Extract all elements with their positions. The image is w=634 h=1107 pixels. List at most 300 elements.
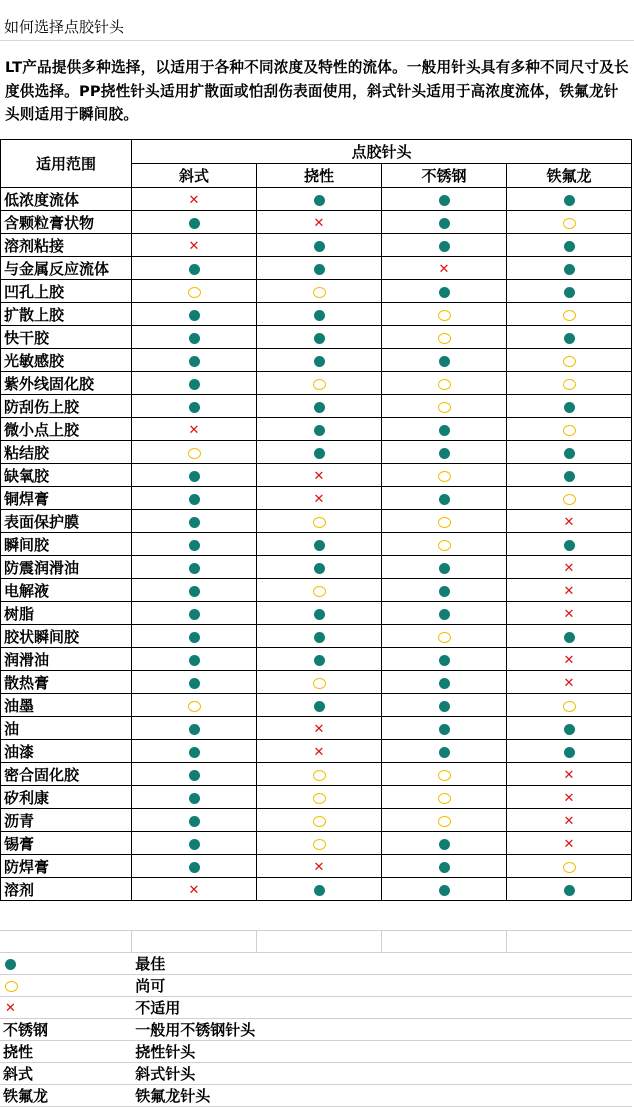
rating-cell — [257, 694, 382, 717]
rating-cell — [257, 280, 382, 303]
table-row — [1, 878, 632, 901]
cross-icon: ✕ — [563, 652, 575, 668]
rating-cell — [257, 188, 382, 211]
rating-cell — [507, 694, 632, 717]
table-row — [1, 188, 632, 211]
ring-icon — [438, 632, 451, 643]
filled-dot-icon — [564, 885, 575, 896]
cross-icon: ✕ — [438, 261, 450, 277]
row-label: 油漆 — [1, 740, 132, 763]
filled-dot-icon — [314, 425, 325, 436]
ring-icon — [313, 379, 326, 390]
legend-abbr-label: 斜式针头 — [131, 1063, 632, 1085]
spacer-row — [0, 931, 632, 953]
rating-cell — [382, 832, 507, 855]
table-row — [1, 280, 632, 303]
legend-row — [0, 975, 632, 997]
rating-cell — [507, 763, 632, 786]
ring-icon — [188, 287, 201, 298]
table-row — [1, 809, 632, 832]
rating-cell — [257, 372, 382, 395]
needle-selection-table — [0, 139, 632, 901]
legend-abbr-key: 斜式 — [0, 1063, 131, 1085]
filled-dot-icon — [439, 241, 450, 252]
rating-cell — [132, 694, 257, 717]
rating-cell — [507, 349, 632, 372]
cross-icon: ✕ — [563, 790, 575, 806]
filled-dot-icon — [314, 333, 325, 344]
rating-cell — [507, 740, 632, 763]
legend-symbol — [0, 997, 131, 1019]
filled-dot-icon — [439, 862, 450, 873]
cross-icon: ✕ — [188, 422, 200, 438]
rating-cell — [132, 234, 257, 257]
filled-dot-icon — [314, 701, 325, 712]
rating-cell — [507, 717, 632, 740]
legend-abbr-key: 铁氟龙 — [0, 1085, 131, 1107]
filled-dot-icon — [314, 402, 325, 413]
rating-cell — [132, 418, 257, 441]
rating-cell — [132, 740, 257, 763]
rating-cell — [507, 464, 632, 487]
rating-cell — [257, 510, 382, 533]
rating-cell — [507, 303, 632, 326]
rating-cell — [257, 211, 382, 234]
filled-dot-icon — [314, 310, 325, 321]
ring-icon — [438, 793, 451, 804]
filled-dot-icon — [189, 264, 200, 275]
cross-icon: ✕ — [188, 238, 200, 254]
row-label: 油墨 — [1, 694, 132, 717]
filled-dot-icon — [439, 563, 450, 574]
cross-icon: ✕ — [313, 744, 325, 760]
table-row — [1, 349, 632, 372]
range-header: 适用范围 — [1, 140, 132, 188]
filled-dot-icon — [564, 632, 575, 643]
filled-dot-icon — [314, 540, 325, 551]
filled-dot-icon — [564, 402, 575, 413]
ring-icon — [438, 402, 451, 413]
rating-cell — [132, 303, 257, 326]
row-label: 扩散上胶 — [1, 303, 132, 326]
description-text-2: 挠性针头适用扩散面或怕刮伤表面使用，斜式针头适用于高浓度流体，铁氟龙针头则适用于瞬间胶。 — [5, 82, 619, 123]
rating-cell — [382, 211, 507, 234]
row-label: 缺氧胶 — [1, 464, 132, 487]
filled-dot-icon — [439, 356, 450, 367]
ring-icon — [438, 816, 451, 827]
filled-dot-icon — [314, 885, 325, 896]
table-row — [1, 602, 632, 625]
ring-icon — [563, 356, 576, 367]
rating-cell — [132, 280, 257, 303]
filled-dot-icon — [439, 678, 450, 689]
rating-cell — [382, 234, 507, 257]
cross-icon: ✕ — [313, 859, 325, 875]
table-row — [1, 740, 632, 763]
legend-abbr-label: 一般用不锈钢针头 — [131, 1019, 632, 1041]
rating-cell — [132, 809, 257, 832]
rating-cell — [132, 671, 257, 694]
cross-icon: ✕ — [188, 882, 200, 898]
filled-dot-icon — [189, 862, 200, 873]
rating-cell — [132, 625, 257, 648]
rating-cell — [132, 441, 257, 464]
legend-symbol — [0, 953, 131, 975]
row-label: 散热膏 — [1, 671, 132, 694]
filled-dot-icon — [439, 494, 450, 505]
filled-dot-icon — [314, 563, 325, 574]
filled-dot-icon — [439, 655, 450, 666]
rating-cell — [507, 855, 632, 878]
legend-abbr-key: 挠性 — [0, 1041, 131, 1063]
rating-cell — [382, 510, 507, 533]
row-label: 光敏感胶 — [1, 349, 132, 372]
cross-icon: ✕ — [313, 215, 325, 231]
rating-cell — [382, 349, 507, 372]
rating-cell — [382, 602, 507, 625]
rating-cell — [382, 786, 507, 809]
table-row — [1, 648, 632, 671]
description-brand: LT — [5, 59, 23, 76]
filled-dot-icon — [189, 678, 200, 689]
filled-dot-icon — [564, 747, 575, 758]
rating-cell — [507, 487, 632, 510]
rating-cell — [507, 372, 632, 395]
legend-abbr-row — [0, 1019, 632, 1041]
legend-row — [0, 997, 632, 1019]
ring-icon — [438, 379, 451, 390]
rating-cell — [507, 441, 632, 464]
filled-dot-icon — [189, 563, 200, 574]
filled-dot-icon — [314, 655, 325, 666]
filled-dot-icon — [439, 701, 450, 712]
filled-dot-icon — [314, 448, 325, 459]
rating-cell — [507, 418, 632, 441]
filled-dot-icon — [189, 747, 200, 758]
rating-cell — [382, 809, 507, 832]
legend-abbr-label: 挠性针头 — [131, 1041, 632, 1063]
rating-cell — [382, 395, 507, 418]
rating-cell — [257, 671, 382, 694]
filled-dot-icon — [314, 609, 325, 620]
table-row — [1, 303, 632, 326]
rating-cell — [257, 533, 382, 556]
ring-icon — [438, 471, 451, 482]
row-label: 紫外线固化胶 — [1, 372, 132, 395]
cross-icon: ✕ — [563, 583, 575, 599]
filled-dot-icon — [439, 724, 450, 735]
rating-cell — [257, 625, 382, 648]
filled-dot-icon — [189, 333, 200, 344]
table-row — [1, 510, 632, 533]
ring-icon — [313, 770, 326, 781]
cross-icon: ✕ — [313, 491, 325, 507]
row-label: 胶状瞬间胶 — [1, 625, 132, 648]
ring-icon — [563, 494, 576, 505]
rating-cell — [132, 832, 257, 855]
rating-cell — [132, 579, 257, 602]
rating-cell — [257, 579, 382, 602]
rating-cell — [257, 878, 382, 901]
legend-row — [0, 953, 632, 975]
legend-table — [0, 930, 632, 1107]
rating-cell — [132, 763, 257, 786]
legend-abbr-row — [0, 1063, 632, 1085]
legend-label: 不适用 — [131, 997, 632, 1019]
filled-dot-icon — [314, 241, 325, 252]
rating-cell — [382, 717, 507, 740]
cross-icon: ✕ — [563, 675, 575, 691]
ring-icon — [313, 793, 326, 804]
rating-cell — [507, 533, 632, 556]
row-label: 凹孔上胶 — [1, 280, 132, 303]
filled-dot-icon — [564, 264, 575, 275]
ring-icon — [438, 540, 451, 551]
rating-cell — [132, 786, 257, 809]
filled-dot-icon — [564, 287, 575, 298]
ring-icon — [313, 678, 326, 689]
rating-cell — [257, 648, 382, 671]
rating-cell — [382, 740, 507, 763]
cross-icon: ✕ — [313, 721, 325, 737]
row-label: 密合固化胶 — [1, 763, 132, 786]
filled-dot-icon — [564, 540, 575, 551]
table-row — [1, 671, 632, 694]
cross-icon: ✕ — [5, 1001, 16, 1016]
rating-cell — [507, 280, 632, 303]
rating-cell — [132, 602, 257, 625]
cross-icon: ✕ — [563, 514, 575, 530]
filled-dot-icon — [189, 839, 200, 850]
filled-dot-icon — [564, 333, 575, 344]
table-row — [1, 533, 632, 556]
filled-dot-icon — [189, 724, 200, 735]
rating-cell — [132, 717, 257, 740]
description — [5, 56, 631, 127]
filled-dot-icon — [439, 747, 450, 758]
filled-dot-icon — [189, 609, 200, 620]
row-label: 矽利康 — [1, 786, 132, 809]
rating-cell — [382, 533, 507, 556]
rating-cell — [132, 855, 257, 878]
rating-cell — [382, 763, 507, 786]
rating-cell — [257, 326, 382, 349]
rating-cell — [382, 464, 507, 487]
legend-abbr-key: 不锈钢 — [0, 1019, 131, 1041]
filled-dot-icon — [189, 310, 200, 321]
rating-cell — [507, 786, 632, 809]
rating-cell — [382, 303, 507, 326]
ring-icon — [563, 862, 576, 873]
row-label: 沥青 — [1, 809, 132, 832]
filled-dot-icon — [439, 448, 450, 459]
cross-icon: ✕ — [188, 192, 200, 208]
legend-abbr-row — [0, 1041, 632, 1063]
ring-icon — [313, 287, 326, 298]
row-label: 防焊膏 — [1, 855, 132, 878]
legend-abbr-label: 铁氟龙针头 — [131, 1085, 632, 1107]
filled-dot-icon — [189, 402, 200, 413]
rating-cell — [132, 211, 257, 234]
rating-cell — [382, 441, 507, 464]
table-row — [1, 257, 632, 280]
filled-dot-icon — [189, 471, 200, 482]
rating-cell — [382, 372, 507, 395]
rating-cell — [257, 763, 382, 786]
rating-cell — [382, 648, 507, 671]
table-row — [1, 487, 632, 510]
description-text-1: 产品提供多种选择，以适用于各种不同浓度及特性的流体。一般用针头具有多种不同尺寸及长度供选择。 — [5, 59, 629, 100]
rating-cell — [132, 556, 257, 579]
row-label: 润滑油 — [1, 648, 132, 671]
legend-label: 尚可 — [131, 975, 632, 997]
row-label: 铜焊膏 — [1, 487, 132, 510]
rating-cell — [382, 326, 507, 349]
row-label: 溶剂粘接 — [1, 234, 132, 257]
rating-cell — [382, 188, 507, 211]
table-row — [1, 464, 632, 487]
legend-label: 最佳 — [131, 953, 632, 975]
rating-cell — [257, 234, 382, 257]
rating-cell — [382, 878, 507, 901]
cross-icon: ✕ — [313, 468, 325, 484]
rating-cell — [382, 257, 507, 280]
title-divider — [0, 40, 634, 41]
filled-dot-icon — [439, 287, 450, 298]
cross-icon: ✕ — [563, 813, 575, 829]
table-row — [1, 234, 632, 257]
rating-cell — [382, 418, 507, 441]
row-label: 锡膏 — [1, 832, 132, 855]
table-row — [1, 395, 632, 418]
cross-icon: ✕ — [563, 767, 575, 783]
rating-cell — [382, 556, 507, 579]
rating-cell — [132, 878, 257, 901]
table-row — [1, 556, 632, 579]
rating-cell — [382, 694, 507, 717]
filled-dot-icon — [189, 655, 200, 666]
rating-cell — [382, 671, 507, 694]
filled-dot-icon — [439, 586, 450, 597]
table-row — [1, 418, 632, 441]
row-label: 快干胶 — [1, 326, 132, 349]
ring-icon — [563, 379, 576, 390]
rating-cell — [382, 487, 507, 510]
filled-dot-icon — [189, 632, 200, 643]
filled-dot-icon — [189, 793, 200, 804]
column-header-bevel: 斜式 — [132, 164, 257, 188]
filled-dot-icon — [5, 959, 16, 970]
rating-cell — [507, 602, 632, 625]
row-label: 微小点上胶 — [1, 418, 132, 441]
rating-cell — [257, 418, 382, 441]
ring-icon — [438, 310, 451, 321]
filled-dot-icon — [314, 195, 325, 206]
rating-cell — [507, 234, 632, 257]
filled-dot-icon — [189, 379, 200, 390]
rating-cell — [382, 280, 507, 303]
rating-cell — [132, 188, 257, 211]
filled-dot-icon — [439, 839, 450, 850]
ring-icon — [313, 839, 326, 850]
table-row — [1, 717, 632, 740]
filled-dot-icon — [439, 195, 450, 206]
filled-dot-icon — [439, 425, 450, 436]
ring-icon — [563, 218, 576, 229]
cross-icon: ✕ — [563, 836, 575, 852]
rating-cell — [132, 257, 257, 280]
filled-dot-icon — [314, 632, 325, 643]
ring-icon — [563, 701, 576, 712]
rating-cell — [507, 809, 632, 832]
filled-dot-icon — [314, 356, 325, 367]
row-label: 油 — [1, 717, 132, 740]
table-row — [1, 579, 632, 602]
ring-icon — [188, 448, 201, 459]
filled-dot-icon — [439, 609, 450, 620]
cross-icon: ✕ — [563, 606, 575, 622]
rating-cell — [507, 188, 632, 211]
filled-dot-icon — [189, 586, 200, 597]
ring-icon — [563, 310, 576, 321]
description-pp: PP — [78, 82, 101, 100]
filled-dot-icon — [314, 264, 325, 275]
rating-cell — [132, 510, 257, 533]
row-label: 低浓度流体 — [1, 188, 132, 211]
rating-cell — [382, 579, 507, 602]
rating-cell — [132, 487, 257, 510]
ring-icon — [5, 981, 18, 992]
rating-cell — [132, 326, 257, 349]
rating-cell — [257, 441, 382, 464]
rating-cell — [132, 395, 257, 418]
rating-cell — [132, 533, 257, 556]
ring-icon — [438, 517, 451, 528]
table-row — [1, 326, 632, 349]
rating-cell — [132, 349, 257, 372]
rating-cell — [507, 326, 632, 349]
table-row — [1, 441, 632, 464]
cross-icon: ✕ — [563, 560, 575, 576]
row-label: 防震润滑油 — [1, 556, 132, 579]
column-header-teflon: 铁氟龙 — [507, 164, 632, 188]
rating-cell — [257, 257, 382, 280]
rating-cell — [257, 556, 382, 579]
row-label: 含颗粒膏状物 — [1, 211, 132, 234]
rating-cell — [382, 855, 507, 878]
ring-icon — [188, 701, 201, 712]
row-label: 防刮伤上胶 — [1, 395, 132, 418]
filled-dot-icon — [439, 885, 450, 896]
rating-cell — [507, 579, 632, 602]
rating-cell — [257, 487, 382, 510]
filled-dot-icon — [189, 218, 200, 229]
filled-dot-icon — [564, 724, 575, 735]
rating-cell — [257, 786, 382, 809]
rating-cell — [257, 832, 382, 855]
rating-cell — [257, 464, 382, 487]
rating-cell — [132, 372, 257, 395]
table-row — [1, 763, 632, 786]
rating-cell — [507, 510, 632, 533]
rating-cell — [507, 556, 632, 579]
filled-dot-icon — [439, 218, 450, 229]
ring-icon — [313, 586, 326, 597]
rating-cell — [507, 257, 632, 280]
filled-dot-icon — [189, 356, 200, 367]
rating-cell — [507, 878, 632, 901]
rating-cell — [382, 625, 507, 648]
